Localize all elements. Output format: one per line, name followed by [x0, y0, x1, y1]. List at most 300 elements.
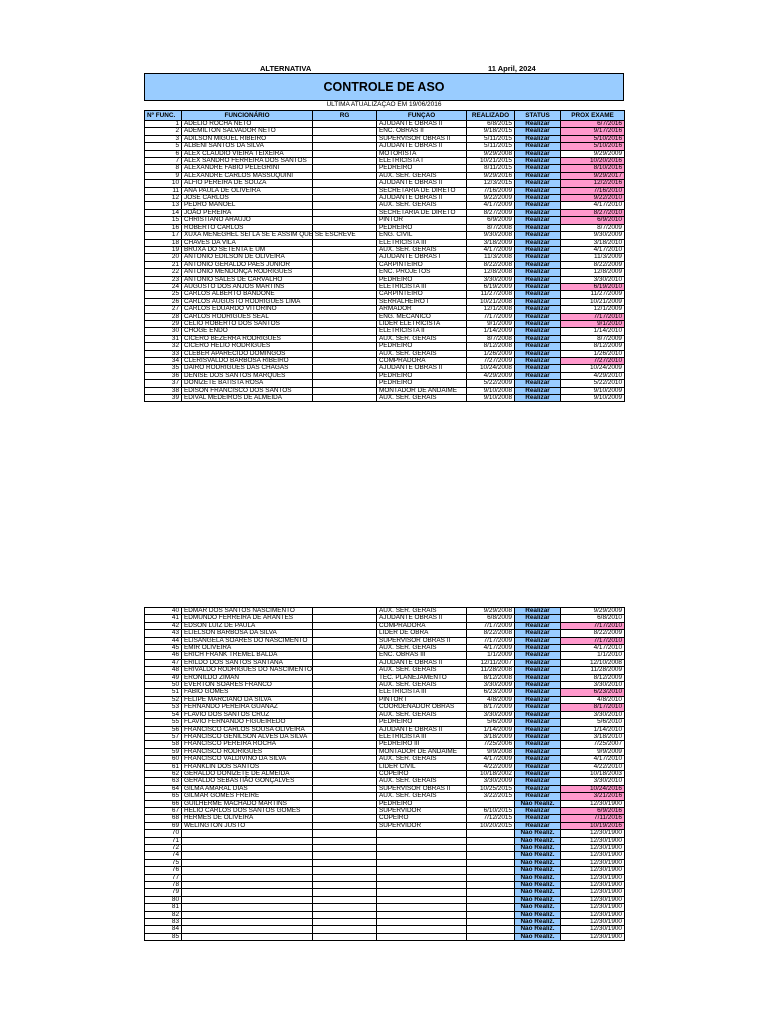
cell-next-exam[interactable]: 12/30/1900 — [561, 859, 625, 866]
cell-function[interactable] — [377, 867, 467, 874]
cell-employee-number[interactable]: 70 — [145, 830, 182, 837]
cell-rg[interactable] — [313, 696, 377, 703]
cell-function[interactable]: ENC. OBRAS II — [377, 128, 467, 135]
cell-function[interactable]: SUPERVIDOR — [377, 822, 467, 829]
cell-employee-number[interactable]: 71 — [145, 837, 182, 844]
cell-function[interactable]: PEDREIRO — [377, 343, 467, 350]
cell-employee-number[interactable]: 75 — [145, 859, 182, 866]
cell-function[interactable] — [377, 830, 467, 837]
cell-next-exam[interactable]: 4/17/2010 — [561, 645, 625, 652]
cell-rg[interactable] — [313, 372, 377, 379]
cell-function[interactable] — [377, 889, 467, 896]
cell-next-exam[interactable]: 12/30/1900 — [561, 889, 625, 896]
cell-employee-number[interactable]: 7 — [145, 158, 182, 165]
cell-employee-number[interactable]: 85 — [145, 933, 182, 940]
cell-rg[interactable] — [313, 202, 377, 209]
cell-rg[interactable] — [313, 343, 377, 350]
cell-rg[interactable] — [313, 867, 377, 874]
cell-employee-name[interactable]: DONIZETE BATISTA ROSA — [182, 380, 313, 387]
cell-next-exam[interactable]: 10/18/2003 — [561, 770, 625, 777]
cell-rg[interactable] — [313, 704, 377, 711]
cell-rg[interactable] — [313, 380, 377, 387]
cell-performed-date[interactable]: 12/11/2007 — [467, 659, 515, 666]
cell-rg[interactable] — [313, 748, 377, 755]
cell-rg[interactable] — [313, 395, 377, 402]
cell-employee-number[interactable]: 69 — [145, 822, 182, 829]
cell-performed-date[interactable]: 10/25/2015 — [467, 785, 515, 792]
cell-performed-date[interactable] — [467, 933, 515, 940]
cell-status[interactable]: Não Realiz. — [515, 919, 561, 926]
cell-rg[interactable] — [313, 306, 377, 313]
cell-next-exam[interactable]: 5/22/2010 — [561, 380, 625, 387]
cell-performed-date[interactable] — [467, 845, 515, 852]
cell-performed-date[interactable]: 6/8/2015 — [467, 121, 515, 128]
cell-employee-number[interactable]: 42 — [145, 622, 182, 629]
cell-employee-name[interactable]: EVERTON SOARES FRANCO — [182, 682, 313, 689]
cell-status[interactable]: Realizar — [515, 202, 561, 209]
cell-employee-name[interactable]: FRANCISCO RODRIGUES — [182, 748, 313, 755]
cell-next-exam[interactable]: 9/30/2009 — [561, 232, 625, 239]
cell-next-exam[interactable]: 7/16/2010 — [561, 187, 625, 194]
cell-status[interactable]: Realizar — [515, 121, 561, 128]
cell-rg[interactable] — [313, 615, 377, 622]
cell-function[interactable]: LIDER CIVIL — [377, 763, 467, 770]
cell-rg[interactable] — [313, 246, 377, 253]
cell-next-exam[interactable]: 12/30/1900 — [561, 911, 625, 918]
cell-status[interactable]: Realizar — [515, 128, 561, 135]
cell-next-exam[interactable]: 10/24/2016 — [561, 785, 625, 792]
cell-employee-number[interactable]: 54 — [145, 711, 182, 718]
cell-function[interactable]: PEDREIRO — [377, 224, 467, 231]
cell-employee-number[interactable]: 37 — [145, 380, 182, 387]
cell-performed-date[interactable]: 9/9/2008 — [467, 748, 515, 755]
cell-employee-name[interactable]: EDIVAL MEDEIROS DE ALMEIDA — [182, 395, 313, 402]
cell-performed-date[interactable]: 9/10/2008 — [467, 395, 515, 402]
cell-function[interactable]: PEDREIRO — [377, 372, 467, 379]
cell-status[interactable]: Não Realiz. — [515, 837, 561, 844]
cell-employee-name[interactable]: ANA PAULA DE OLIVEIRA — [182, 187, 313, 194]
cell-performed-date[interactable]: 9/1/2009 — [467, 320, 515, 327]
cell-employee-name[interactable] — [182, 889, 313, 896]
cell-performed-date[interactable]: 10/18/2002 — [467, 770, 515, 777]
cell-rg[interactable] — [313, 328, 377, 335]
cell-performed-date[interactable] — [467, 882, 515, 889]
cell-employee-name[interactable]: FLAVIO FERNANDO FIGUEIREDO — [182, 719, 313, 726]
cell-function[interactable]: AJUDANTE OBRAS II — [377, 195, 467, 202]
cell-performed-date[interactable]: 12/8/2008 — [467, 269, 515, 276]
cell-next-exam[interactable]: 12/30/1900 — [561, 852, 625, 859]
cell-employee-number[interactable]: 84 — [145, 926, 182, 933]
cell-employee-number[interactable]: 51 — [145, 689, 182, 696]
cell-rg[interactable] — [313, 239, 377, 246]
col-header-function[interactable]: FUNÇAO — [377, 111, 467, 121]
cell-performed-date[interactable]: 1/26/2009 — [467, 350, 515, 357]
cell-function[interactable]: AJUDANTE OBRAS II — [377, 143, 467, 150]
cell-performed-date[interactable]: 6/9/2009 — [467, 217, 515, 224]
cell-employee-number[interactable]: 29 — [145, 320, 182, 327]
cell-employee-name[interactable]: HERMES DE OLIVEIRA — [182, 815, 313, 822]
col-header-rg[interactable]: RG — [313, 111, 377, 121]
cell-next-exam[interactable]: 12/30/1900 — [561, 837, 625, 844]
cell-rg[interactable] — [313, 645, 377, 652]
cell-performed-date[interactable]: 3/18/2009 — [467, 239, 515, 246]
cell-status[interactable]: Não Realiz. — [515, 904, 561, 911]
cell-employee-number[interactable]: 48 — [145, 667, 182, 674]
cell-function[interactable]: ENG. CIVIL — [377, 232, 467, 239]
col-header-employee[interactable]: FUNCIONÁRIO — [182, 111, 313, 121]
cell-employee-number[interactable]: 61 — [145, 763, 182, 770]
cell-function[interactable]: AUX. SER. GERAIS — [377, 608, 467, 615]
cell-rg[interactable] — [313, 896, 377, 903]
cell-rg[interactable] — [313, 852, 377, 859]
cell-performed-date[interactable]: 9/22/2009 — [467, 195, 515, 202]
cell-function[interactable]: PEDREIRO — [377, 276, 467, 283]
cell-rg[interactable] — [313, 217, 377, 224]
cell-rg[interactable] — [313, 793, 377, 800]
cell-status[interactable]: Realizar — [515, 733, 561, 740]
cell-status[interactable]: Realizar — [515, 711, 561, 718]
cell-employee-number[interactable]: 49 — [145, 674, 182, 681]
cell-employee-number[interactable]: 11 — [145, 187, 182, 194]
cell-next-exam[interactable]: 6/19/2010 — [561, 283, 625, 290]
cell-performed-date[interactable]: 10/21/2008 — [467, 298, 515, 305]
cell-performed-date[interactable]: 8/27/2009 — [467, 209, 515, 216]
cell-rg[interactable] — [313, 335, 377, 342]
cell-performed-date[interactable] — [467, 896, 515, 903]
cell-function[interactable]: ENG. MECANICO — [377, 313, 467, 320]
cell-rg[interactable] — [313, 150, 377, 157]
cell-next-exam[interactable]: 9/29/2009 — [561, 150, 625, 157]
cell-function[interactable] — [377, 837, 467, 844]
cell-rg[interactable] — [313, 209, 377, 216]
cell-rg[interactable] — [313, 313, 377, 320]
cell-next-exam[interactable]: 4/29/2010 — [561, 372, 625, 379]
cell-function[interactable]: AUX. SER. GERAIS — [377, 793, 467, 800]
cell-employee-number[interactable]: 60 — [145, 756, 182, 763]
cell-rg[interactable] — [313, 298, 377, 305]
cell-next-exam[interactable]: 12/30/1900 — [561, 919, 625, 926]
cell-employee-name[interactable]: FRANCISCO CARLOS SOUSA OLIVEIRA — [182, 726, 313, 733]
cell-employee-name[interactable]: ANTONIO SALES DE CARVALHO — [182, 276, 313, 283]
cell-function[interactable]: AUX. SER. GERAIS — [377, 172, 467, 179]
cell-employee-number[interactable]: 57 — [145, 733, 182, 740]
cell-employee-name[interactable] — [182, 830, 313, 837]
cell-employee-name[interactable] — [182, 837, 313, 844]
cell-employee-name[interactable] — [182, 919, 313, 926]
cell-performed-date[interactable]: 8/22/2008 — [467, 261, 515, 268]
cell-next-exam[interactable]: 9/17/2016 — [561, 128, 625, 135]
cell-rg[interactable] — [313, 741, 377, 748]
cell-rg[interactable] — [313, 158, 377, 165]
cell-employee-number[interactable]: 17 — [145, 232, 182, 239]
cell-next-exam[interactable]: 8/22/2009 — [561, 261, 625, 268]
cell-employee-name[interactable]: DENISE DOS SANTOS MARQUES — [182, 372, 313, 379]
cell-status[interactable]: Realizar — [515, 254, 561, 261]
cell-performed-date[interactable]: 10/24/2008 — [467, 365, 515, 372]
cell-employee-name[interactable]: FABIO GOMES — [182, 689, 313, 696]
cell-function[interactable]: AUX. SER. GERAIS — [377, 350, 467, 357]
cell-employee-number[interactable]: 5 — [145, 143, 182, 150]
cell-rg[interactable] — [313, 652, 377, 659]
cell-employee-name[interactable]: WELINGTON JUSTO — [182, 822, 313, 829]
cell-next-exam[interactable]: 8/12/2009 — [561, 674, 625, 681]
cell-function[interactable]: AUX. SER. GERAIS — [377, 202, 467, 209]
cell-performed-date[interactable]: 3/22/2015 — [467, 793, 515, 800]
cell-employee-name[interactable]: ALBENI SANTOS DA SILVA — [182, 143, 313, 150]
cell-employee-name[interactable] — [182, 852, 313, 859]
cell-performed-date[interactable]: 7/27/2009 — [467, 358, 515, 365]
cell-next-exam[interactable]: 6/7/2016 — [561, 121, 625, 128]
cell-function[interactable]: COPEIRO — [377, 770, 467, 777]
cell-status[interactable]: Realizar — [515, 232, 561, 239]
cell-function[interactable]: AJUDANTE OBRAS II — [377, 121, 467, 128]
cell-employee-number[interactable]: 59 — [145, 748, 182, 755]
cell-performed-date[interactable] — [467, 859, 515, 866]
cell-next-exam[interactable]: 12/30/1900 — [561, 800, 625, 807]
cell-function[interactable]: AJUDANTE OBRAS II — [377, 365, 467, 372]
cell-employee-name[interactable]: ADELIO ROCHA NETO — [182, 121, 313, 128]
cell-employee-number[interactable]: 47 — [145, 659, 182, 666]
cell-next-exam[interactable]: 6/23/2010 — [561, 689, 625, 696]
cell-rg[interactable] — [313, 711, 377, 718]
cell-employee-number[interactable]: 63 — [145, 778, 182, 785]
cell-function[interactable]: COPEIRO — [377, 815, 467, 822]
cell-employee-number[interactable]: 40 — [145, 608, 182, 615]
cell-employee-name[interactable] — [182, 859, 313, 866]
cell-next-exam[interactable]: 1/14/2010 — [561, 328, 625, 335]
cell-next-exam[interactable]: 11/3/2009 — [561, 254, 625, 261]
cell-function[interactable]: ELETRICISTA III — [377, 239, 467, 246]
cell-status[interactable]: Realizar — [515, 328, 561, 335]
cell-status[interactable]: Não Realiz. — [515, 859, 561, 866]
cell-function[interactable]: AUX. SER. GERAIS — [377, 335, 467, 342]
cell-performed-date[interactable]: 9/29/2016 — [467, 172, 515, 179]
cell-status[interactable]: Realizar — [515, 135, 561, 142]
cell-status[interactable]: Realizar — [515, 313, 561, 320]
cell-status[interactable]: Realizar — [515, 778, 561, 785]
cell-employee-name[interactable] — [182, 845, 313, 852]
cell-rg[interactable] — [313, 785, 377, 792]
cell-function[interactable]: PEDREIRO — [377, 380, 467, 387]
cell-status[interactable]: Realizar — [515, 637, 561, 644]
cell-rg[interactable] — [313, 187, 377, 194]
cell-function[interactable] — [377, 911, 467, 918]
cell-employee-number[interactable]: 72 — [145, 845, 182, 852]
cell-performed-date[interactable]: 9/18/2015 — [467, 128, 515, 135]
cell-function[interactable]: CARPINTEIRO — [377, 261, 467, 268]
cell-next-exam[interactable]: 5/10/2016 — [561, 143, 625, 150]
cell-next-exam[interactable]: 12/30/1900 — [561, 867, 625, 874]
cell-employee-name[interactable]: ALEXANDRE FABIO PELEGRINI — [182, 165, 313, 172]
cell-employee-name[interactable]: CELIO ROBERTO DOS SANTOS — [182, 320, 313, 327]
cell-rg[interactable] — [313, 733, 377, 740]
cell-next-exam[interactable]: 1/1/2010 — [561, 652, 625, 659]
cell-employee-name[interactable]: EDMAR DOS SANTOS NASCIMENTO — [182, 608, 313, 615]
cell-status[interactable]: Realizar — [515, 143, 561, 150]
cell-employee-name[interactable]: FERNANDO PEREIRA GUANAZ — [182, 704, 313, 711]
cell-status[interactable]: Realizar — [515, 667, 561, 674]
cell-employee-name[interactable]: JOSE CARLOS — [182, 195, 313, 202]
cell-next-exam[interactable]: 3/18/2010 — [561, 733, 625, 740]
cell-rg[interactable] — [313, 622, 377, 629]
cell-rg[interactable] — [313, 261, 377, 268]
cell-rg[interactable] — [313, 365, 377, 372]
cell-status[interactable]: Realizar — [515, 209, 561, 216]
cell-rg[interactable] — [313, 933, 377, 940]
cell-employee-number[interactable]: 21 — [145, 261, 182, 268]
cell-performed-date[interactable]: 6/8/2009 — [467, 615, 515, 622]
cell-status[interactable]: Realizar — [515, 350, 561, 357]
cell-performed-date[interactable]: 6/19/2009 — [467, 283, 515, 290]
cell-employee-name[interactable]: ERILDO DOS SANTOS SANTANA — [182, 659, 313, 666]
cell-employee-number[interactable]: 62 — [145, 770, 182, 777]
cell-employee-number[interactable]: 26 — [145, 298, 182, 305]
cell-performed-date[interactable] — [467, 919, 515, 926]
cell-function[interactable]: SUPERVISOR OBRAS II — [377, 637, 467, 644]
cell-function[interactable]: PEDREIRO — [377, 719, 467, 726]
cell-next-exam[interactable]: 9/9/2009 — [561, 748, 625, 755]
cell-function[interactable] — [377, 874, 467, 881]
cell-next-exam[interactable]: 1/14/2010 — [561, 726, 625, 733]
cell-next-exam[interactable]: 12/10/2008 — [561, 659, 625, 666]
cell-employee-name[interactable]: FELIPE MARCIANO DA SILVA — [182, 696, 313, 703]
cell-status[interactable]: Realizar — [515, 239, 561, 246]
cell-function[interactable]: AJUDANTE OBRAS I — [377, 254, 467, 261]
cell-performed-date[interactable]: 8/22/2008 — [467, 630, 515, 637]
cell-function[interactable]: MOTORISTA — [377, 150, 467, 157]
cell-function[interactable]: PEDREIRO III — [377, 741, 467, 748]
cell-next-exam[interactable]: 12/1/2009 — [561, 306, 625, 313]
cell-employee-name[interactable]: ERICH FRANK TREMEL BALDA — [182, 652, 313, 659]
cell-next-exam[interactable]: 8/10/2016 — [561, 165, 625, 172]
cell-employee-name[interactable]: EDSON LUIZ DE PAULA — [182, 622, 313, 629]
cell-next-exam[interactable]: 3/30/2010 — [561, 711, 625, 718]
cell-performed-date[interactable] — [467, 911, 515, 918]
cell-function[interactable]: LIDER ELETRICISTA — [377, 320, 467, 327]
cell-rg[interactable] — [313, 608, 377, 615]
cell-employee-name[interactable] — [182, 896, 313, 903]
cell-performed-date[interactable]: 7/16/2009 — [467, 187, 515, 194]
cell-employee-number[interactable]: 24 — [145, 283, 182, 290]
cell-employee-number[interactable]: 39 — [145, 395, 182, 402]
cell-status[interactable]: Realizar — [515, 763, 561, 770]
cell-performed-date[interactable]: 7/25/2006 — [467, 741, 515, 748]
cell-status[interactable]: Realizar — [515, 785, 561, 792]
cell-status[interactable]: Realizar — [515, 291, 561, 298]
cell-status[interactable]: Realizar — [515, 689, 561, 696]
cell-next-exam[interactable]: 10/24/2009 — [561, 365, 625, 372]
cell-employee-number[interactable]: 83 — [145, 919, 182, 926]
cell-employee-number[interactable]: 52 — [145, 696, 182, 703]
cell-status[interactable]: Realizar — [515, 608, 561, 615]
cell-performed-date[interactable]: 3/30/2009 — [467, 682, 515, 689]
cell-employee-name[interactable]: CHOGE ENDO — [182, 328, 313, 335]
cell-status[interactable]: Não Realiz. — [515, 845, 561, 852]
cell-performed-date[interactable]: 6/23/2009 — [467, 689, 515, 696]
cell-rg[interactable] — [313, 882, 377, 889]
cell-function[interactable]: COMPRADORA — [377, 622, 467, 629]
cell-status[interactable]: Realizar — [515, 652, 561, 659]
cell-next-exam[interactable]: 3/21/2016 — [561, 793, 625, 800]
cell-performed-date[interactable]: 4/22/2009 — [467, 763, 515, 770]
cell-status[interactable]: Realizar — [515, 276, 561, 283]
cell-employee-name[interactable]: ALEX SANDRO FERREIRA DOS SANTOS — [182, 158, 313, 165]
cell-next-exam[interactable]: 12/8/2009 — [561, 269, 625, 276]
cell-function[interactable]: AJUDANTE OBRAS II — [377, 726, 467, 733]
cell-function[interactable]: PINTOR — [377, 217, 467, 224]
cell-next-exam[interactable]: 12/30/1900 — [561, 845, 625, 852]
cell-next-exam[interactable]: 7/17/2010 — [561, 313, 625, 320]
cell-function[interactable]: ELETRICISTA III — [377, 733, 467, 740]
cell-next-exam[interactable]: 4/17/2010 — [561, 246, 625, 253]
cell-status[interactable]: Realizar — [515, 696, 561, 703]
cell-performed-date[interactable]: 8/7/2008 — [467, 224, 515, 231]
cell-employee-name[interactable]: GILMAR GOMES FREIRE — [182, 793, 313, 800]
cell-next-exam[interactable]: 12/30/1900 — [561, 926, 625, 933]
cell-employee-name[interactable]: FRANKLIN DOS SANTOS — [182, 763, 313, 770]
col-header-next-exam[interactable]: PROX EXAME — [561, 111, 625, 121]
cell-function[interactable]: LIDER DE OBRA — [377, 630, 467, 637]
cell-status[interactable]: Realizar — [515, 217, 561, 224]
cell-next-exam[interactable]: 6/9/2016 — [561, 807, 625, 814]
cell-employee-number[interactable]: 12 — [145, 195, 182, 202]
cell-employee-number[interactable]: 82 — [145, 911, 182, 918]
cell-status[interactable]: Realizar — [515, 630, 561, 637]
cell-function[interactable]: AJUDANTE OBRAS II — [377, 659, 467, 666]
cell-rg[interactable] — [313, 165, 377, 172]
cell-rg[interactable] — [313, 143, 377, 150]
cell-rg[interactable] — [313, 358, 377, 365]
cell-performed-date[interactable]: 10/20/2015 — [467, 822, 515, 829]
cell-employee-name[interactable]: ELISANGELA SOARES DO NASCIMENTO — [182, 637, 313, 644]
cell-performed-date[interactable]: 6/10/2015 — [467, 807, 515, 814]
cell-performed-date[interactable]: 4/17/2009 — [467, 756, 515, 763]
cell-status[interactable]: Realizar — [515, 387, 561, 394]
cell-employee-name[interactable]: CLEBER APARECIDO DOMINGOS — [182, 350, 313, 357]
cell-performed-date[interactable]: 11/28/2008 — [467, 667, 515, 674]
cell-status[interactable]: Realizar — [515, 195, 561, 202]
cell-employee-number[interactable]: 20 — [145, 254, 182, 261]
cell-performed-date[interactable]: 11/27/2008 — [467, 291, 515, 298]
cell-employee-name[interactable]: CARLOS AUGUSTO RODRIGUES LIMA — [182, 298, 313, 305]
cell-employee-name[interactable]: CLERISVALDO BARBOSA RIBEIRO — [182, 358, 313, 365]
cell-function[interactable]: TEC. PLANEJAMENTO — [377, 674, 467, 681]
cell-performed-date[interactable]: 4/8/2009 — [467, 696, 515, 703]
cell-status[interactable]: Realizar — [515, 306, 561, 313]
cell-status[interactable]: Não Realiz. — [515, 896, 561, 903]
cell-employee-name[interactable]: ANTONIO GERALDO PAES JUNIOR — [182, 261, 313, 268]
cell-next-exam[interactable]: 12/30/1900 — [561, 933, 625, 940]
cell-employee-number[interactable]: 8 — [145, 165, 182, 172]
cell-status[interactable]: Realizar — [515, 158, 561, 165]
cell-performed-date[interactable]: 9/29/2008 — [467, 608, 515, 615]
cell-employee-name[interactable] — [182, 926, 313, 933]
cell-next-exam[interactable]: 9/10/2009 — [561, 387, 625, 394]
cell-next-exam[interactable]: 12/30/1900 — [561, 830, 625, 837]
cell-status[interactable]: Realizar — [515, 615, 561, 622]
cell-performed-date[interactable]: 4/17/2009 — [467, 246, 515, 253]
cell-function[interactable]: CARPINTEIRO — [377, 291, 467, 298]
cell-performed-date[interactable] — [467, 837, 515, 844]
cell-rg[interactable] — [313, 822, 377, 829]
cell-employee-number[interactable]: 32 — [145, 343, 182, 350]
cell-employee-name[interactable]: XUXA MENEGHEL SEI LA SE E ASSIM QUE SE ESCREVE — [182, 232, 313, 239]
cell-rg[interactable] — [313, 350, 377, 357]
cell-function[interactable]: ELETRICISTA III — [377, 283, 467, 290]
cell-performed-date[interactable]: 12/3/2015 — [467, 180, 515, 187]
cell-next-exam[interactable]: 5/6/2010 — [561, 719, 625, 726]
cell-status[interactable]: Realizar — [515, 372, 561, 379]
